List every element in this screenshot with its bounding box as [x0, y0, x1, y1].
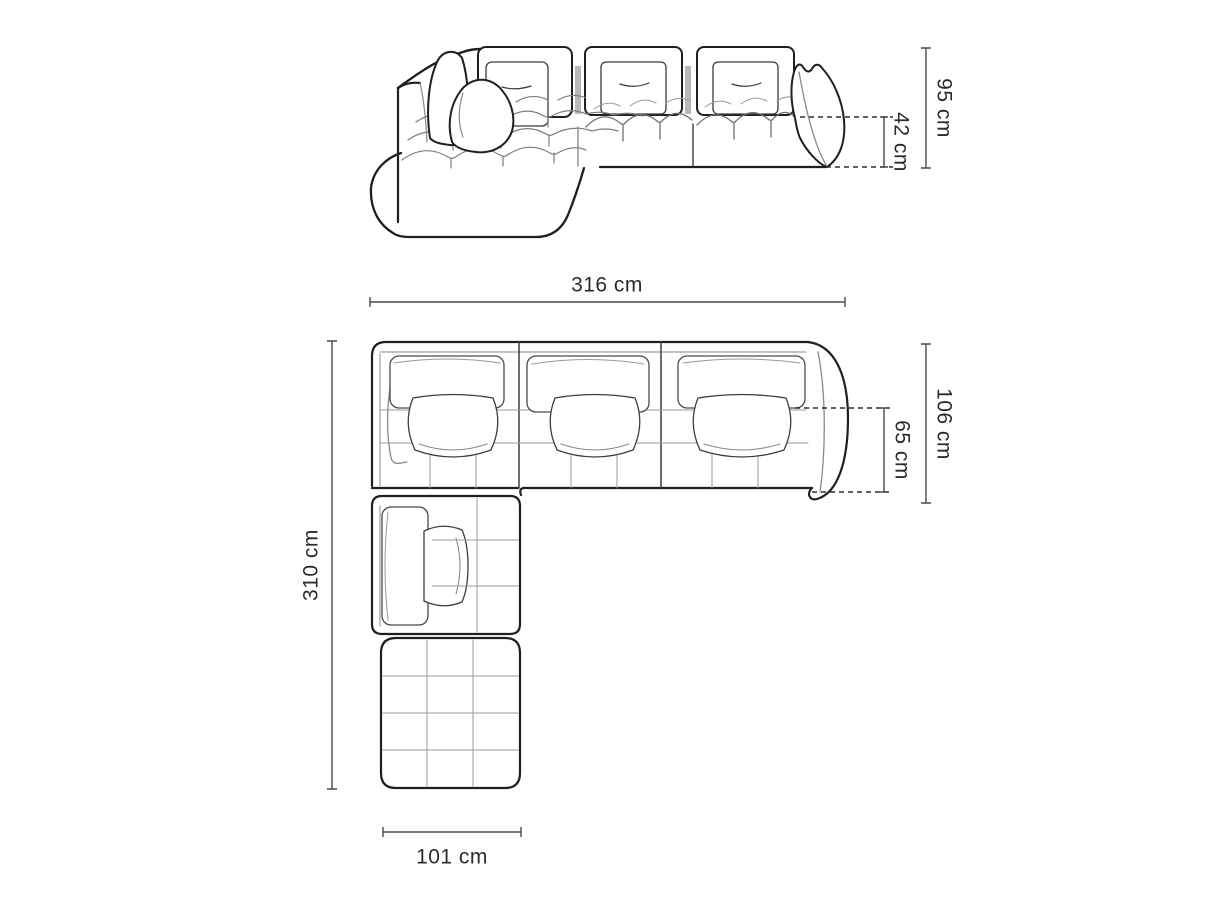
chaise-width-label: 101 cm [416, 845, 488, 869]
overall-depth-dimension-line [327, 341, 337, 789]
chaise-width-dimension-line [383, 827, 521, 837]
sofa-depth-dimension-line [921, 344, 931, 503]
sofa-depth-label: 106 cm [932, 388, 956, 460]
plan-view-drawing [372, 342, 848, 788]
seat-depth-label: 65 cm [890, 420, 914, 480]
overall-width-label: 316 cm [571, 273, 643, 297]
seat-depth-dimension-line [880, 408, 888, 492]
overall-height-label: 95 cm [932, 78, 956, 138]
overall-depth-label: 310 cm [299, 529, 323, 601]
overall-height-dimension-line [921, 48, 931, 168]
front-view-drawing [371, 47, 844, 237]
seat-height-label: 42 cm [889, 112, 913, 172]
seat-height-dimension-line [880, 117, 888, 167]
overall-width-dimension-line [370, 297, 845, 307]
